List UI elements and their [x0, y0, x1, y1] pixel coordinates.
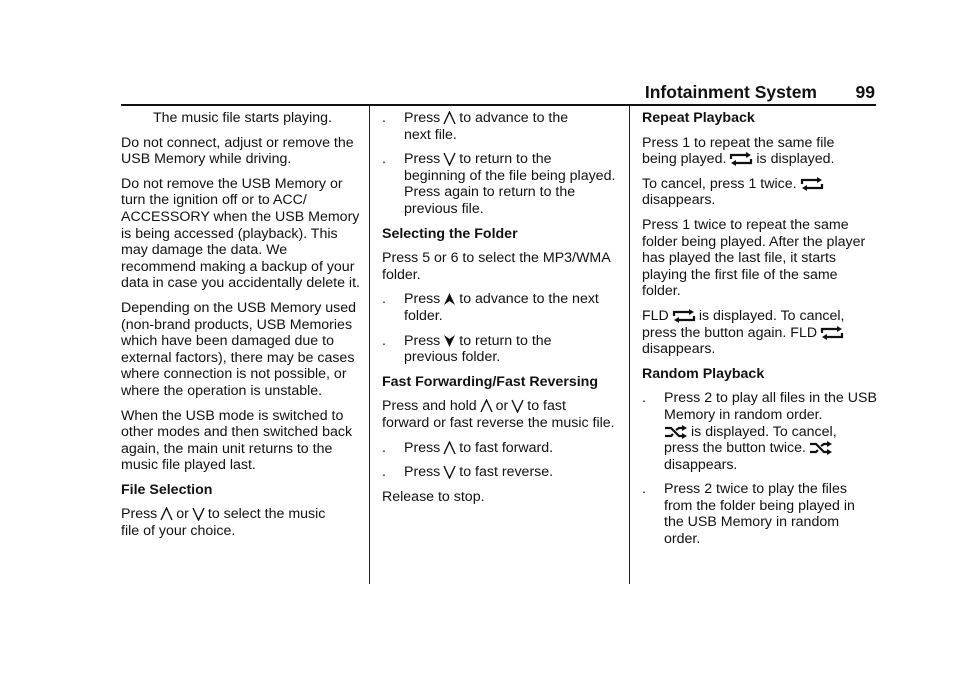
shuffle-icon [664, 425, 688, 439]
paragraph: Press 5 or 6 to select the MP3/WMA folder. [382, 250, 610, 283]
list-item: . Press 2 to play all files in the USB Memory in random order. is displayed. To cancel, press the button twice. disappears. [642, 390, 877, 473]
shuffle-icon [809, 441, 833, 455]
page-header [620, 82, 875, 106]
subheading-fast-forward: Fast Forwarding/Fast Reversing [382, 373, 599, 390]
list-item: . Press to advance to the next file. [382, 110, 569, 143]
paragraph: FLD is displayed. To cancel, press the button again. FLD disappears. [642, 307, 845, 358]
page-number: 99 [855, 82, 875, 102]
header-rule [121, 104, 876, 106]
repeat-icon [820, 326, 844, 340]
list-item: . Press 2 twice to play the files from the folder being played in the USB Memory in random order. [642, 481, 855, 548]
paragraph: Release to stop. [382, 488, 485, 505]
paragraph-fast-forward: Press and hold or to fast forward or fast reverse the music file. [382, 398, 615, 431]
chevron-down-icon [443, 465, 456, 479]
repeat-icon [800, 177, 824, 191]
list-item: . Press to fast reverse. [382, 464, 554, 481]
chevron-up-icon [443, 111, 456, 125]
column-2 [382, 110, 622, 513]
list-item: . Press to fast forward. [382, 439, 554, 456]
folder-up-icon [443, 292, 456, 306]
subheading-selecting-folder: Selecting the Folder [382, 225, 518, 242]
repeat-icon [729, 152, 753, 166]
folder-down-icon [443, 334, 456, 348]
list-item: . Press to return to the beginning of the file being played. Press again to return to the previous file. [382, 151, 616, 217]
list-item: . Press to return to the previous folder. [382, 332, 552, 366]
paragraph: Do not remove the USB Memory or turn the ignition off or to ACC/ ACCESSORY when the USB Memory is being accessed (playback). This may damage the data. We recommend making a backup of your data in case you accidentally delete it. [121, 175, 360, 292]
chevron-down-icon [443, 152, 456, 166]
paragraph: Depending on the USB Memory used (non-brand products, USB Memories which have been damaged due to external factors), there may be cases where connection is not possible, or where the operation is unstable. [121, 299, 357, 399]
repeat-icon [672, 309, 696, 323]
paragraph: To cancel, press 1 twice. disappears. [642, 176, 877, 209]
subheading-file-selection: File Selection [121, 481, 213, 498]
paragraph-file-selection: Press or to select the music file of your choice. [121, 506, 326, 540]
chevron-up-icon [480, 399, 493, 413]
paragraph: The music file starts playing. [153, 110, 332, 126]
section-title: Infotainment System [644, 82, 817, 102]
column-1 [121, 110, 361, 548]
chevron-down-icon [511, 399, 524, 413]
chevron-up-icon [443, 441, 456, 455]
paragraph: Do not connect, adjust or remove the USB Memory while driving. [121, 134, 354, 168]
column-divider-2 [629, 106, 630, 584]
paragraph: When the USB mode is switched to other modes and then switched back again, the main unit returns to the music file played last. [121, 407, 353, 474]
chevron-up-icon [160, 507, 173, 521]
list-item: . Press to advance to the next folder. [382, 291, 599, 324]
column-divider-1 [369, 106, 370, 584]
chevron-down-icon [192, 507, 205, 521]
paragraph: Press 1 to repeat the same file being played. is displayed. [642, 134, 835, 168]
subheading-random-playback: Random Playback [642, 365, 765, 382]
paragraph: Press 1 twice to repeat the same folder being played. After the player has played the last file, it starts playing the first file of the same folder. [642, 216, 866, 300]
subheading-repeat-playback: Repeat Playback [642, 110, 755, 126]
column-3 [642, 110, 877, 556]
